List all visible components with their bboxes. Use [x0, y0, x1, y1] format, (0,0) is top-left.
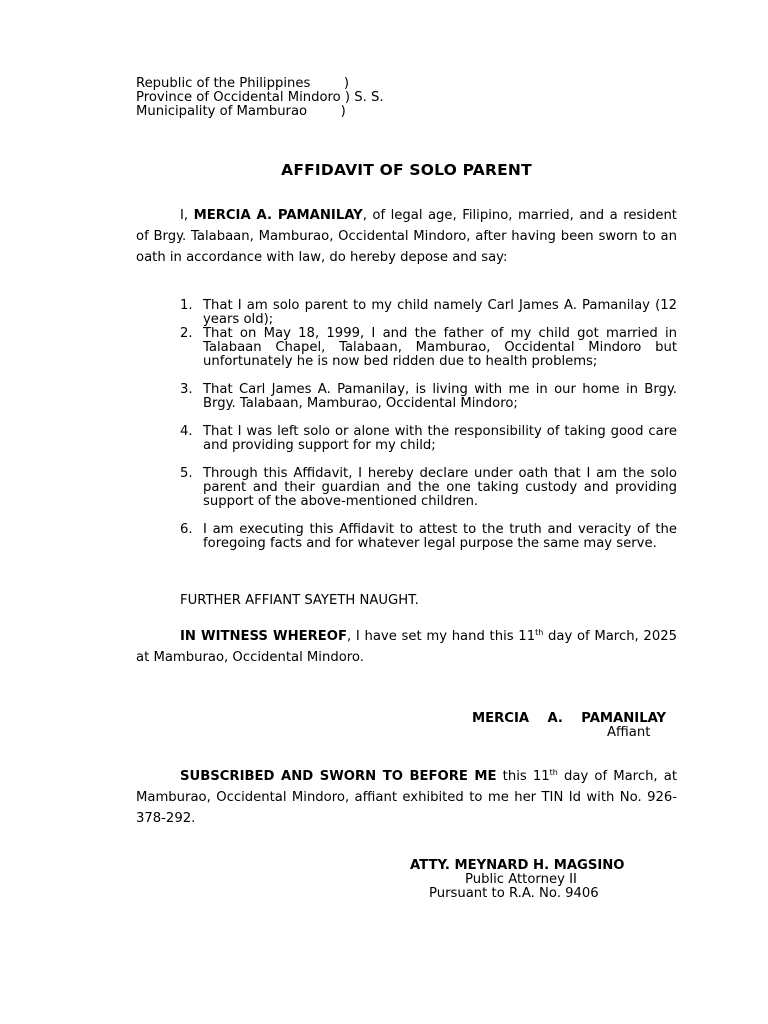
jurat-paragraph: SUBSCRIBED AND SWORN TO BEFORE ME this 11th day of March, at Mamburao, Occidental Mindoro, affiant exhibited to me her TIN Id with No. 926-378-292.	[136, 768, 677, 826]
venue-line-republic: Republic of the Philippines )	[136, 76, 350, 91]
venue-line-municipality: Municipality of Mamburao )	[136, 104, 346, 119]
notary-name: ATTY. MEYNARD H. MAGSINO	[410, 858, 625, 873]
list-item: 4. That I was left solo or alone with the responsibility of taking good care and providing support for my child;	[180, 424, 677, 454]
jurat-lead: SUBSCRIBED AND SWORN TO BEFORE ME	[180, 769, 497, 784]
notary-authority: Pursuant to R.A. No. 9406	[429, 886, 599, 901]
affiant-role: Affiant	[607, 725, 651, 740]
intro-paragraph	[136, 205, 677, 268]
list-item: 2. That on May 18, 1999, I and the father of my child got married in Talabaan Chapel, Talabaan, Mamburao, Occidental Mindoro but unfortunately he is now bed ridden due to health problems;	[180, 326, 677, 370]
affiant-signature-name: MERCIA A. PAMANILAY	[472, 711, 667, 726]
venue-block	[136, 77, 384, 119]
intro-body: , of legal age, Filipino, married, and a resident of Brgy. Talabaan, Mamburao, Occidental Mindoro, after having been sworn to an oath in accordance with law, do hereby depose and say:	[136, 208, 677, 265]
list-item: 1. That I am solo parent to my child namely Carl James A. Pamanilay (12 years old);	[180, 298, 677, 328]
ordinal-suffix: th	[535, 628, 544, 637]
document-title: AFFIDAVIT OF SOLO PARENT	[281, 161, 532, 179]
list-item: 6. I am executing this Affidavit to attest to the truth and veracity of the foregoing facts and for whatever legal purpose the same may serve.	[180, 522, 677, 552]
list-item: 3. That Carl James A. Pamanilay, is living with me in our home in Brgy. Brgy. Talabaan, Mamburao, Occidental Mindoro;	[180, 382, 677, 412]
notary-title: Public Attorney II	[465, 872, 577, 887]
affiant-name-inline: MERCIA A. PAMANILAY	[193, 208, 363, 223]
intro-prefix: I,	[180, 208, 194, 223]
witness-lead: IN WITNESS WHEREOF	[180, 629, 347, 644]
further-affiant-line: FURTHER AFFIANT SAYETH NAUGHT.	[180, 593, 419, 608]
witness-paragraph: IN WITNESS WHEREOF, I have set my hand this 11th day of March, 2025 at Mamburao, Occidental Mindoro.	[136, 628, 677, 665]
venue-line-province: Province of Occidental Mindoro ) S. S.	[136, 90, 384, 105]
ordinal-suffix: th	[549, 768, 558, 777]
list-item: 5. Through this Affidavit, I hereby declare under oath that I am the solo parent and their guardian and the one taking custody and providing support of the above-mentioned children.	[180, 466, 677, 510]
